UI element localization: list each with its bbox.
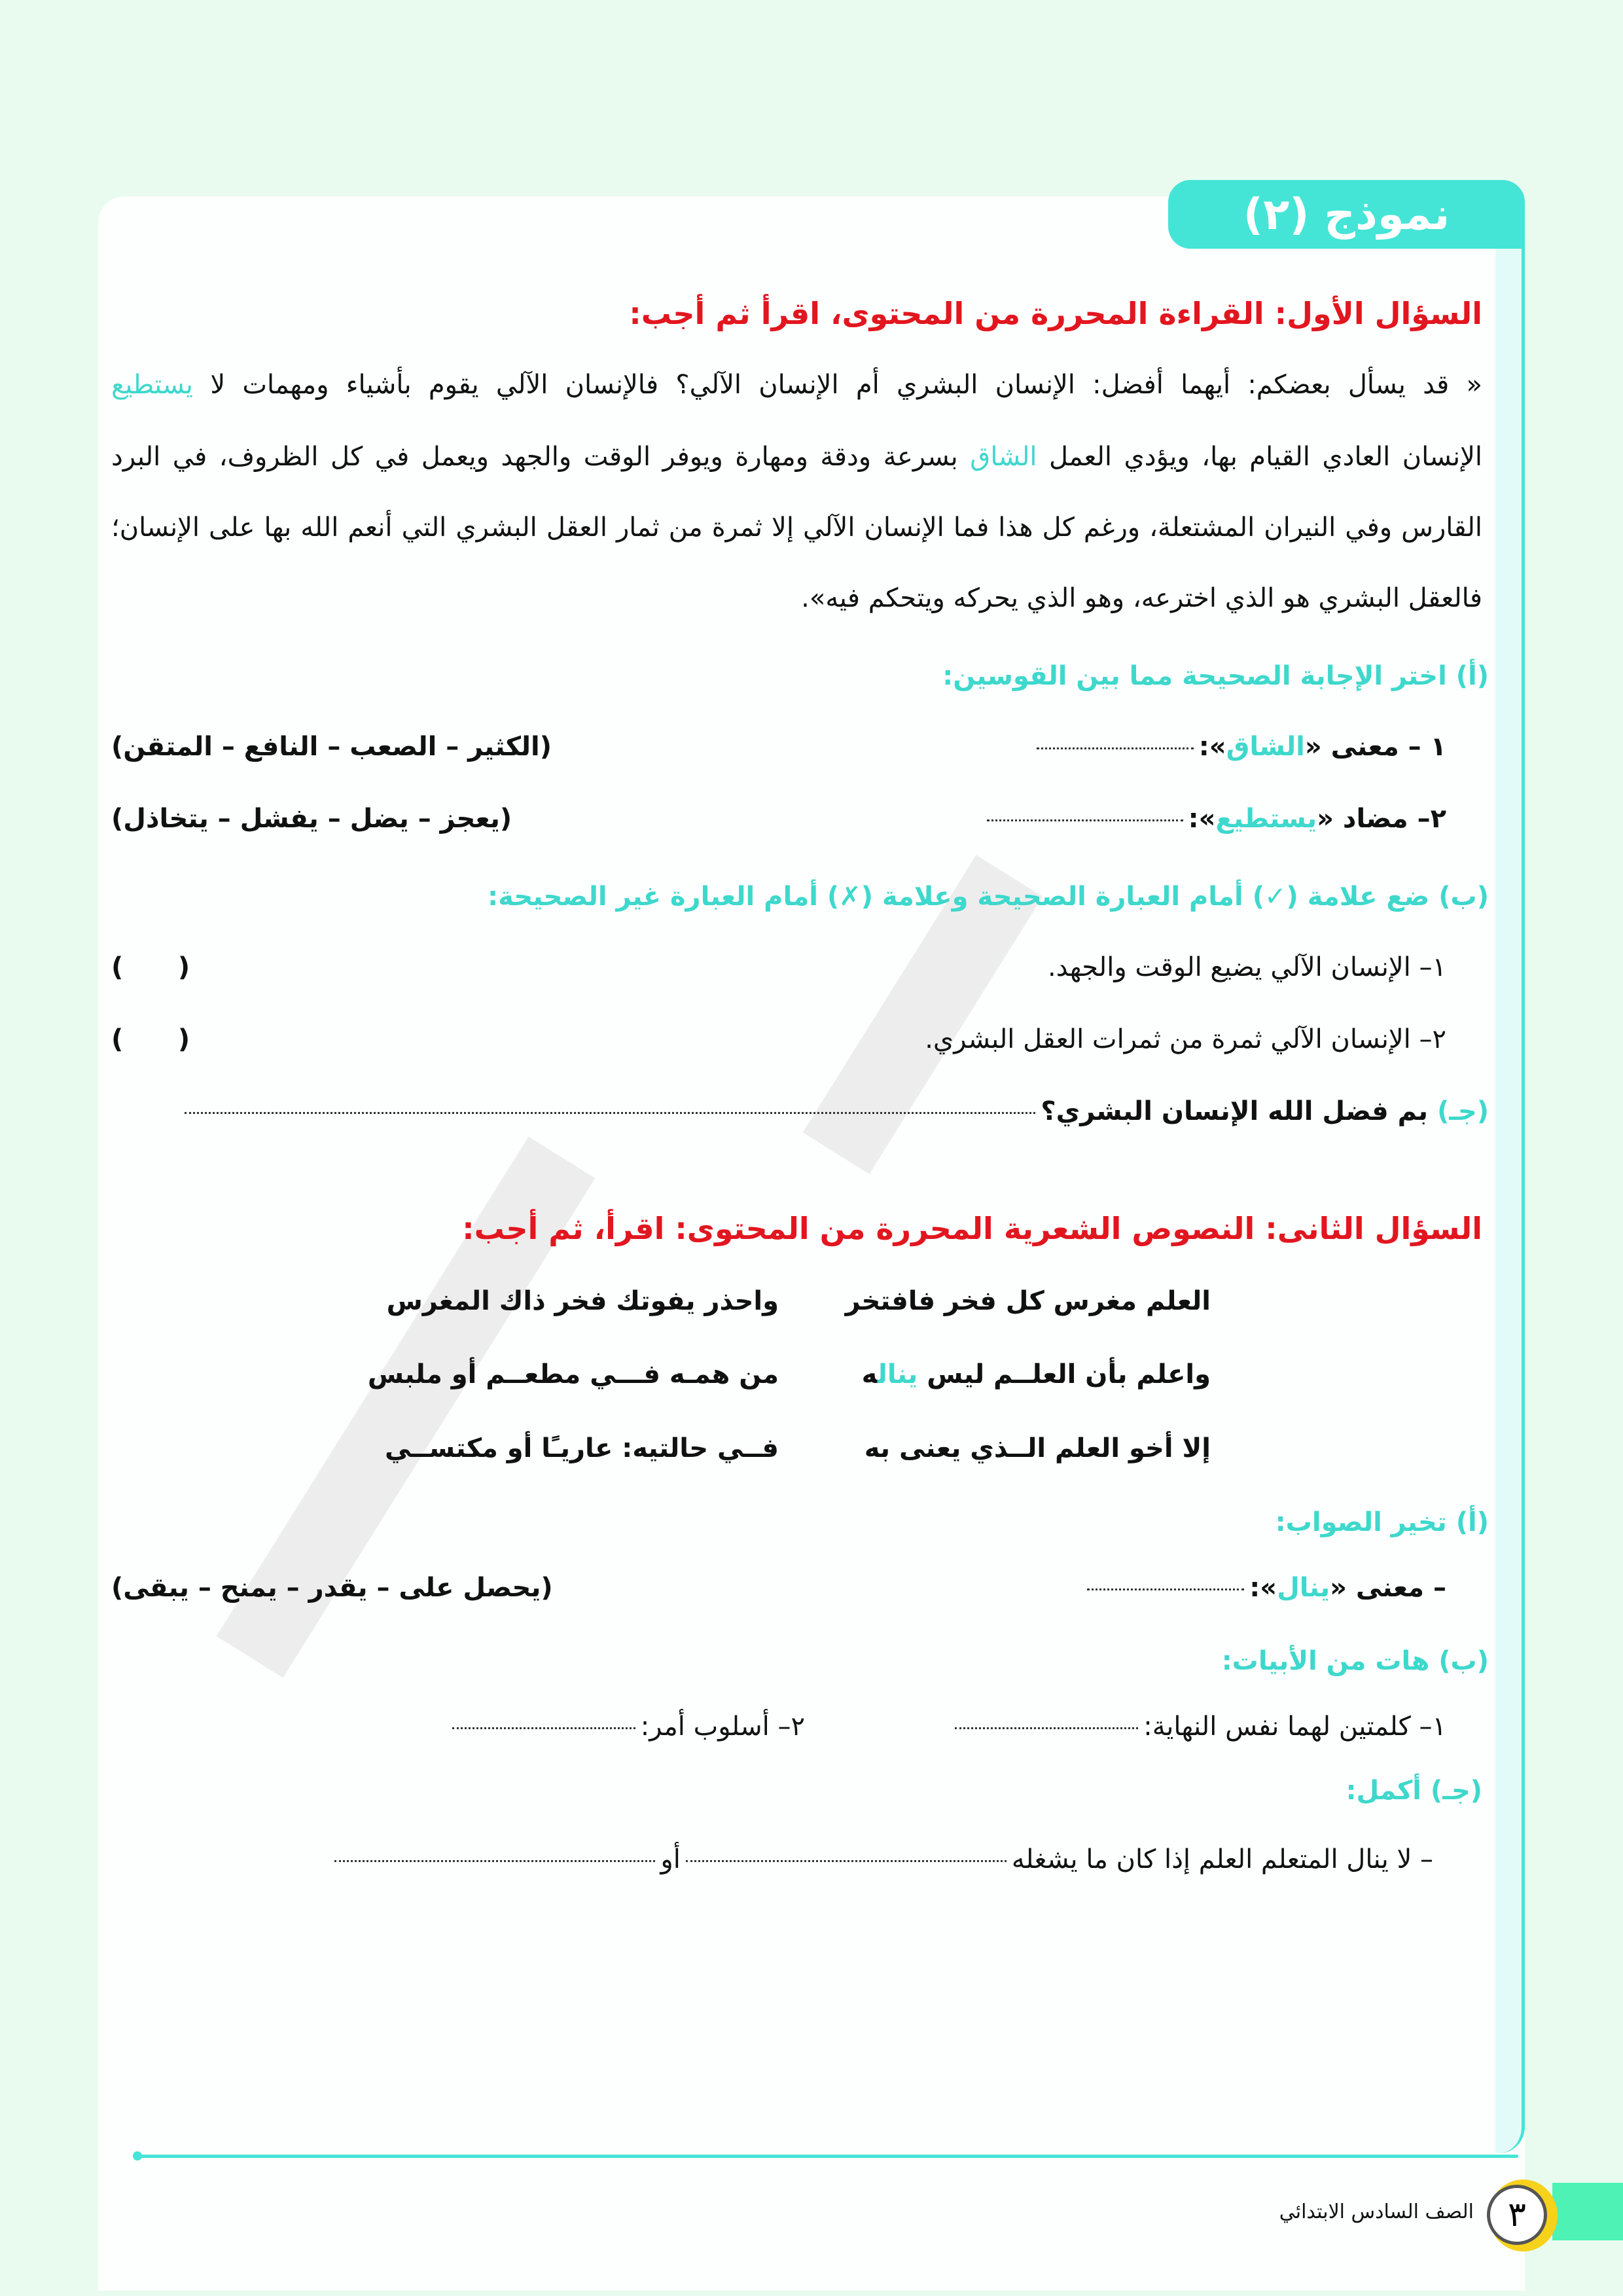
passage-line-1: [111, 370, 1482, 400]
q2-part-a-label: (أ) تخير الصواب:: [1275, 1507, 1489, 1537]
answer-blank[interactable]: [452, 1727, 635, 1729]
verse-text: واعلم بأن العلــم ليس: [918, 1359, 1211, 1390]
answer-blank[interactable]: [955, 1727, 1138, 1729]
q1-a-options-2: (يعجز – يضل – يفشل – يتخاذل): [111, 804, 512, 834]
q2-heading: السؤال الثانى: النصوص الشعرية المحررة من المحتوى: اقرأ، ثم أجب:: [462, 1211, 1482, 1246]
passage-line-2: [111, 442, 1482, 472]
q1-part-b-label: (ب) ضع علامة (✓) أمام العبارة الصحيحة وعلامة (✗) أمام العبارة غير الصحيحة:: [488, 882, 1489, 912]
page-number-badge: [1487, 2185, 1547, 2245]
bottom-divider: [137, 2155, 1518, 2158]
q1-a-options-1: (الكثير – الصعب – النافع – المتقن): [111, 732, 552, 762]
q2-part-c-label: (جـ) أكمل:: [1346, 1776, 1482, 1806]
answer-parentheses[interactable]: ( ): [111, 1024, 190, 1054]
passage-line-4: فالعقل البشري هو الذي اخترعه، وهو الذي يحركه ويتحكم فيه».: [801, 583, 1482, 613]
page-number: ٣: [1508, 2195, 1526, 2234]
highlight-word: يستطيع: [111, 370, 194, 400]
q2-a-item: [1082, 1573, 1446, 1603]
q1-heading: السؤال الأول: القراءة المحررة من المحتوى، اقرأ ثم أجب:: [629, 296, 1482, 331]
divider-dot: [133, 2151, 142, 2161]
passage-text: بسرعة ودقة ومهارة ويوفر الوقت والجهد ويعمل في كل الظروف، في البرد: [111, 442, 958, 472]
q1-part-c-label: (جـ): [1436, 1096, 1489, 1126]
answer-blank[interactable]: [185, 1112, 1035, 1114]
q1-a-item-1: [1031, 732, 1446, 762]
q2-b-item-2: [447, 1712, 805, 1742]
item-text: – معنى «: [1330, 1573, 1446, 1603]
q2-part-b-label: (ب) هات من الأبيات:: [1221, 1646, 1489, 1676]
item-text: ١– كلمتين لهما نفس النهاية:: [1143, 1712, 1446, 1742]
q1-a-item-2: [982, 804, 1446, 834]
or-text: أو: [660, 1844, 681, 1874]
q1-b-statement-1: ١– الإنسان الآلي يضيع الوقت والجهد.: [1048, 952, 1446, 982]
item-text: »:: [1198, 732, 1226, 762]
verse-1-second: واحذر يفوتك فخر ذاك المغرس: [386, 1286, 779, 1316]
verse-3-second: فــي حالتيه: عاريـًا أو مكتســي: [384, 1433, 779, 1463]
highlight-word: الشاق: [1226, 732, 1305, 762]
verse-2-second: من همـه فـــي مطعــم أو ملبس: [367, 1359, 779, 1390]
item-text: »:: [1249, 1573, 1277, 1603]
answer-blank[interactable]: [334, 1860, 655, 1862]
answer-blank[interactable]: [686, 1860, 1007, 1862]
answer-blank[interactable]: [987, 819, 1183, 821]
item-text: – لا ينال المتعلم العلم إذا كان ما يشغله: [1011, 1844, 1433, 1874]
passage-text: الإنسان العادي القيام بها، ويؤدي العمل: [1048, 442, 1483, 472]
page-right-border: [1495, 236, 1525, 2153]
verse-1-first: العلم مغرس كل فخر فافتخر: [845, 1286, 1211, 1316]
q2-a-options: (يحصل على – يقدر – يمنح – يبقى): [111, 1573, 553, 1603]
q1-b-statement-2: ٢– الإنسان الآلي ثمرة من ثمرات العقل البشري.: [925, 1024, 1446, 1054]
item-text: ٢– مضاد «: [1317, 804, 1446, 834]
highlight-word: ينال: [1277, 1573, 1330, 1603]
model-title-tab: [1168, 180, 1525, 249]
answer-blank[interactable]: [1087, 1588, 1244, 1590]
verse-2-first: [862, 1359, 1211, 1390]
footer-green-band: [1552, 2183, 1623, 2240]
highlight-word: يستطيع: [1215, 804, 1317, 834]
passage-line-3: القارس وفي النيران المشتعلة، ورغم كل هذا فما الإنسان الآلي إلا ثمرة من ثمار العقل البشري التي أنعم الله بها على الإنسان؛: [111, 512, 1482, 543]
highlight-word: الشاق: [970, 442, 1037, 472]
item-text: ١ – معنى «: [1304, 732, 1446, 762]
answer-blank[interactable]: [1037, 747, 1194, 749]
highlight-word: ينال: [877, 1359, 918, 1390]
item-text: »:: [1188, 804, 1216, 834]
q2-b-item-1: [950, 1712, 1446, 1742]
page-title: نموذج (٢): [1243, 189, 1450, 240]
q2-c-sentence: [329, 1844, 1433, 1874]
q1-part-a-label: (أ) اختر الإجابة الصحيحة مما بين القوسين:: [942, 661, 1489, 691]
q1-part-c: [179, 1096, 1489, 1126]
q1-c-question: بم فضل الله الإنسان البشري؟: [1041, 1096, 1428, 1126]
grade-label: الصف السادس الابتدائي: [1279, 2200, 1474, 2223]
answer-parentheses[interactable]: ( ): [111, 952, 190, 982]
item-text: ٢– أسلوب أمر:: [640, 1712, 805, 1742]
verse-text: ه: [861, 1359, 878, 1390]
passage-text: « قد يسأل بعضكم: أيهما أفضل: الإنسان البشري أم الإنسان الآلي؟ فالإنسان الآلي يقوم بأشياء ومهمات لا: [210, 370, 1482, 400]
verse-3-first: إلا أخو العلم الــذي يعنى به: [864, 1433, 1211, 1463]
